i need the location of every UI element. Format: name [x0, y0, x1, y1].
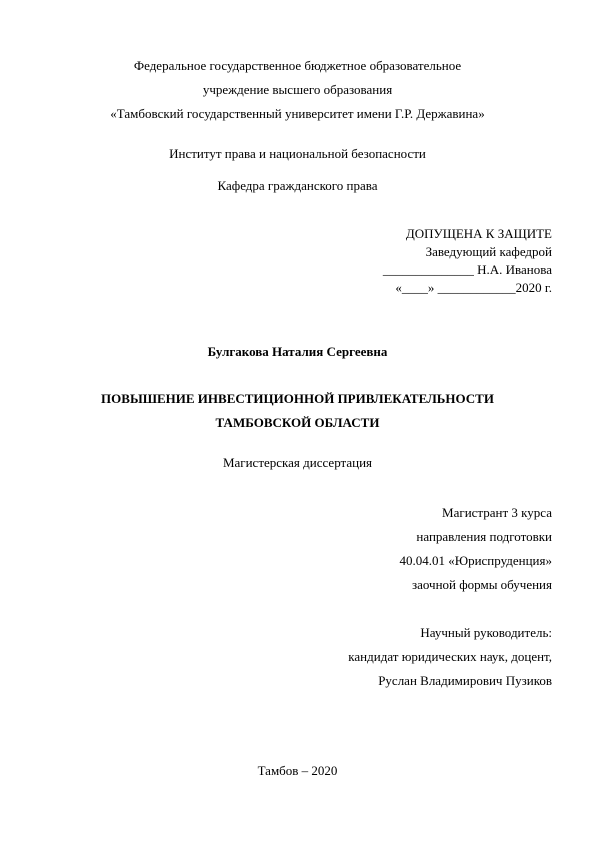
university-name: «Тамбовский государственный университет имени Г.Р. Державина»: [110, 106, 485, 121]
department-name: Кафедра гражданского права: [217, 178, 378, 193]
approval-status: ДОПУЩЕНА К ЗАЩИТЕ: [405, 226, 552, 241]
student-direction-label: направления подготовки: [416, 529, 552, 544]
organization-line-2: учреждение высшего образования: [202, 82, 393, 97]
author-name: Булгакова Наталия Сергеевна: [207, 344, 388, 359]
approval-signature: ______________ Н.А. Иванова: [382, 262, 552, 277]
thesis-title-line-1: ПОВЫШЕНИЕ ИНВЕСТИЦИОННОЙ ПРИВЛЕКАТЕЛЬНОСТИ: [101, 391, 494, 406]
student-course: Магистрант 3 курса: [442, 505, 552, 520]
approval-role: Заведующий кафедрой: [425, 244, 552, 259]
student-direction-code: 40.04.01 «Юриспруденция»: [399, 553, 552, 568]
supervisor-label: Научный руководитель:: [420, 625, 552, 640]
approval-date: «____» ____________2020 г.: [395, 280, 552, 295]
supervisor-degree: кандидат юридических наук, доцент,: [348, 649, 552, 664]
supervisor-name: Руслан Владимирович Пузиков: [378, 673, 552, 688]
organization-line-1: Федеральное государственное бюджетное образовательное: [133, 58, 462, 73]
institute-name: Институт права и национальной безопасности: [169, 146, 426, 161]
work-type: Магистерская диссертация: [222, 455, 373, 470]
student-study-form: заочной формы обучения: [411, 577, 552, 592]
city-year: Тамбов – 2020: [257, 763, 338, 778]
thesis-title-line-2: ТАМБОВСКОЙ ОБЛАСТИ: [215, 415, 380, 430]
